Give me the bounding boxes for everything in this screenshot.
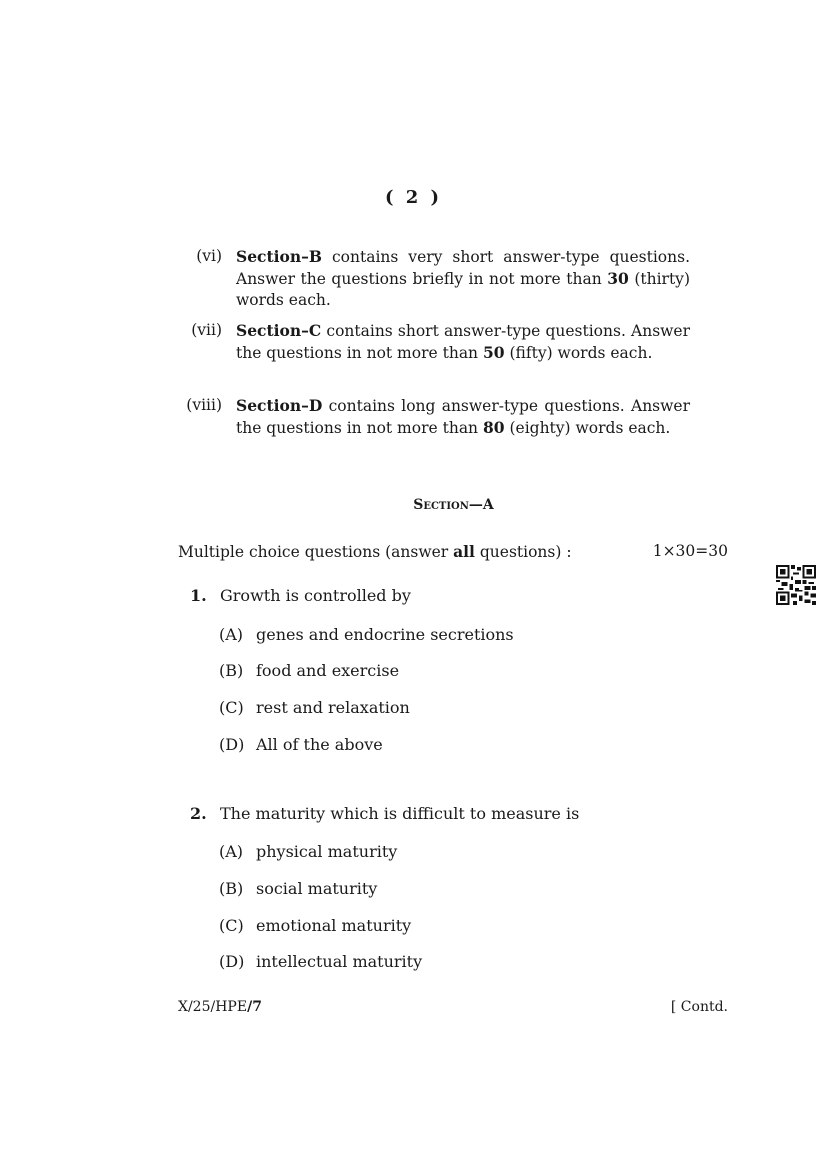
continued-marker: [ Contd. — [670, 999, 728, 1015]
question-text: Growth is controlled by — [220, 586, 411, 605]
option-2a — [219, 842, 397, 861]
question-text: The maturity which is difficult to measure is — [220, 804, 580, 823]
section-label: Section–D — [236, 396, 323, 415]
option-text: physical maturity — [256, 842, 398, 861]
option-text: rest and relaxation — [256, 698, 410, 717]
option-label: (C) — [219, 698, 244, 717]
option-label: (A) — [219, 842, 244, 861]
option-text: genes and endocrine secretions — [256, 625, 514, 644]
instruction-text: contains very short answer-type questions. Answer the questions briefly in not more than — [236, 248, 690, 288]
option-label: (B) — [219, 879, 244, 898]
section-heading: Section—A — [413, 497, 494, 513]
option-label: (A) — [219, 625, 244, 644]
section-label: Section–B — [236, 247, 322, 266]
qr-code-icon — [776, 565, 816, 605]
option-label: (D) — [219, 952, 245, 971]
option-2d — [219, 952, 422, 971]
option-1a — [219, 625, 514, 644]
question-number: 2. — [190, 804, 207, 823]
option-text: All of the above — [256, 735, 383, 754]
instruction-vii — [180, 320, 690, 364]
option-2c — [219, 916, 411, 935]
option-1b — [219, 661, 399, 680]
instruction-text: contains short answer-type questions. Answer the questions in not more than — [236, 322, 690, 362]
instruction-number: (vi) — [196, 247, 222, 265]
option-1d — [219, 735, 383, 754]
paper-code — [178, 999, 262, 1015]
question-number: 1. — [190, 586, 207, 605]
mcq-instruction — [178, 542, 728, 561]
word-limit: 80 — [482, 418, 505, 437]
option-text: intellectual maturity — [256, 952, 423, 971]
instruction-viii — [180, 395, 690, 439]
instruction-number: (vii) — [191, 321, 222, 339]
option-label: (D) — [219, 735, 245, 754]
word-limit: 50 — [482, 343, 505, 362]
paper-code-text: X/25/HPE — [178, 999, 248, 1015]
option-1c — [219, 698, 410, 717]
instruction-text: (eighty) words each. — [504, 419, 671, 437]
question-2 — [190, 804, 710, 823]
instruction-text: (thirty) words each. — [236, 270, 690, 309]
page-number: ( 2 ) — [384, 187, 443, 208]
option-2b — [219, 879, 377, 898]
option-text: emotional maturity — [256, 916, 412, 935]
question-1 — [190, 586, 710, 605]
mcq-bold: all — [453, 542, 475, 561]
instruction-text: (fifty) words each. — [504, 344, 653, 362]
option-text: social maturity — [256, 879, 378, 898]
paper-code-suffix: /7 — [247, 999, 262, 1015]
instruction-text: contains long answer-type questions. Answer the questions in not more than — [236, 397, 690, 437]
option-label: (C) — [219, 916, 244, 935]
instruction-number: (viii) — [186, 396, 222, 414]
instruction-vi — [180, 246, 690, 311]
section-label: Section–C — [236, 321, 322, 340]
option-text: food and exercise — [256, 661, 400, 680]
option-label: (B) — [219, 661, 244, 680]
marks-allocation: 1×30=30 — [652, 542, 728, 560]
word-limit: 30 — [607, 269, 629, 288]
mcq-text: Multiple choice questions (answer — [178, 543, 454, 561]
mcq-text: questions) : — [474, 543, 572, 561]
